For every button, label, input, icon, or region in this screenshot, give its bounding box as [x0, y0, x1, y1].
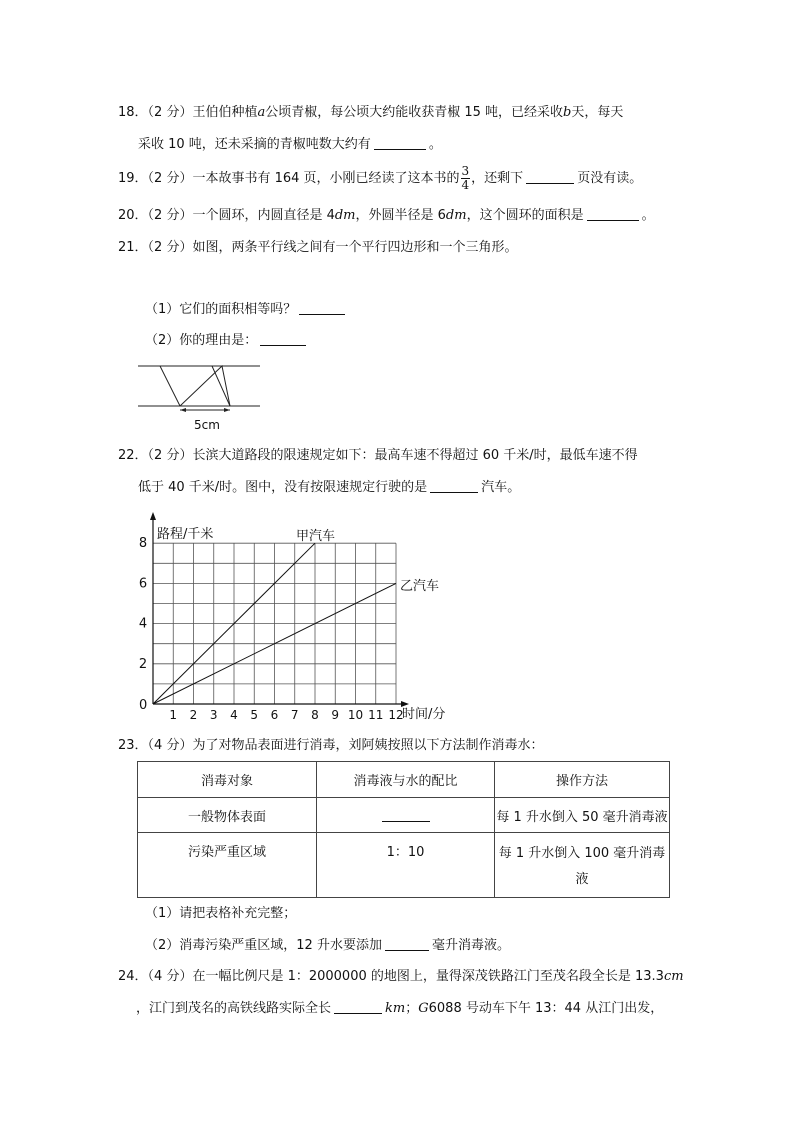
q21-sub1-blank[interactable]	[299, 300, 345, 315]
q22-line1: 22．（2 分）长滨大道路段的限速规定如下：最高车速不得超过 60 千米/时，最低车速不得	[118, 448, 638, 463]
parallel-lines-figure	[138, 360, 263, 435]
y-axis-label: 路程/千米	[157, 527, 214, 542]
x-tick-label: 10	[347, 708, 364, 722]
q21-sub2-blank[interactable]	[260, 331, 306, 346]
q22-line2: 低于 40 千米/时。图中，没有按限速规定行驶的是 汽车。	[138, 480, 521, 495]
parallelogram-shape	[160, 366, 230, 406]
base-length-label: 5cm	[194, 418, 220, 432]
q21-sub1: （1）它们的面积相等吗？	[145, 300, 348, 320]
table-header-row	[138, 762, 670, 798]
row2-method: 每 1 升水倒入 100 毫升消毒 液	[495, 833, 670, 898]
x-tick-label: 1	[169, 708, 178, 722]
row2-ratio: 1：10	[317, 833, 495, 898]
y-tick-label: 6	[138, 576, 148, 592]
series-label-jia: 甲汽车	[296, 529, 336, 544]
dimension-arrow-left	[180, 408, 186, 412]
y-axis-arrow	[150, 512, 156, 520]
triangle-shape	[180, 366, 230, 406]
row2-target: 污染严重区域	[138, 833, 317, 898]
header-ratio: 消毒液与水的配比	[317, 762, 495, 798]
row1-ratio-cell	[317, 798, 495, 833]
row1-target: 一般物体表面	[138, 798, 317, 833]
q23-ratio-blank[interactable]	[382, 807, 430, 822]
q19-answer-blank[interactable]	[526, 169, 574, 184]
x-tick-label: 9	[331, 708, 340, 722]
q19-line: 19．（2 分）一本故事书有 164 页，小刚已经读了这本书的 $\frac{3}{4}$ ，还剩下 页没有读。	[118, 164, 643, 192]
x-tick-label: 8	[311, 708, 319, 722]
row1-method: 每 1 升水倒入 50 毫升消毒液	[495, 798, 670, 833]
y-tick-label: 8	[138, 536, 148, 552]
q22-answer-blank[interactable]	[430, 478, 478, 493]
q23-line: 23．（4 分）为了对物品表面进行消毒，刘阿姨按照以下方法制作消毒水：	[118, 738, 544, 753]
q24-line1: 24．（4 分）在一幅比例尺是 1：2000000 的地图上，量得深茂铁路江门至茂名段全长是 13.3cm	[118, 969, 684, 984]
x-tick-label: 12	[388, 708, 404, 722]
q20-line: 20．（2 分）一个圆环，内圆直径是 4dm，外圆半径是 6dm，这个圆环的面积是 。	[118, 208, 655, 223]
y-tick-label: 2	[138, 656, 148, 672]
table-row	[138, 833, 670, 898]
dimension-arrow-right	[224, 408, 230, 412]
q24-line2: ，江门到茂名的高铁线路实际全长 km；G6088 号动车下午 13：44 从江门出发，	[136, 1001, 664, 1016]
series-label-yi: 乙汽车	[400, 579, 440, 594]
x-tick-label: 6	[270, 708, 279, 722]
q24-answer-blank[interactable]	[334, 999, 382, 1014]
fraction-3-4: $\frac{3}{4}$	[461, 164, 470, 192]
x-axis-label: 时间/分	[402, 707, 446, 722]
header-target: 消毒对象	[138, 762, 317, 798]
disinfection-table	[137, 761, 670, 898]
q20-answer-blank[interactable]	[587, 206, 639, 221]
q23-sub1: （1）请把表格补充完整；	[145, 906, 297, 921]
q18-line1: 18．（2 分）王伯伯种植a公顷青椒，每公顷大约能收获青椒 15 吨，已经采收b天，每天	[118, 105, 624, 120]
x-tick-label: 4	[230, 708, 238, 722]
header-method: 操作方法	[495, 762, 670, 798]
x-tick-label: 3	[209, 708, 218, 722]
table-row	[138, 798, 670, 833]
x-tick-label: 5	[250, 708, 259, 722]
q21-sub2: （2）你的理由是：	[145, 331, 309, 351]
x-tick-label: 11	[368, 708, 384, 722]
q18-line2: 采收 10 吨，还未采摘的青椒吨数大约有 。	[138, 137, 442, 152]
q23-sub2: （2）消毒污染严重区域，12 升水要添加 毫升消毒液。	[145, 938, 510, 953]
q23-sub2-blank[interactable]	[385, 936, 429, 951]
x-tick-label: 7	[290, 708, 299, 722]
y-tick-label: 4	[138, 616, 148, 632]
q18-answer-blank[interactable]	[374, 135, 426, 150]
q21-line: 21．（2 分）如图，两条平行线之间有一个平行四边形和一个三角形。	[118, 240, 518, 255]
x-tick-label: 2	[189, 708, 198, 722]
chart-grid	[153, 543, 396, 704]
distance-time-chart	[130, 512, 470, 727]
origin-label: 0	[139, 698, 148, 713]
